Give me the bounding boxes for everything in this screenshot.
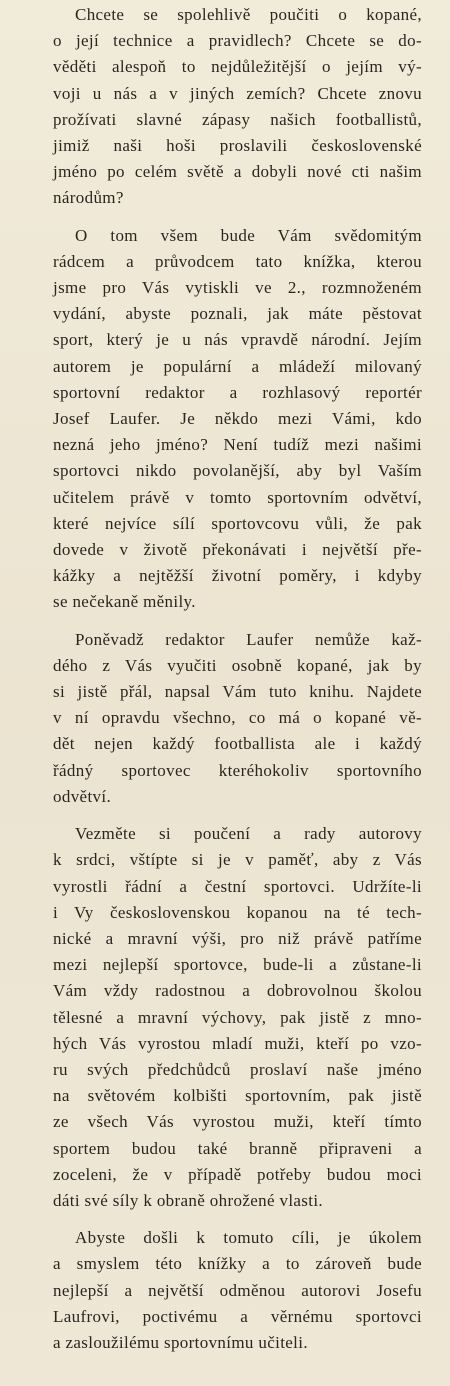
text-line: ru svých předchůdců proslaví naše jméno [53, 1059, 422, 1079]
text-line: rádcem a průvodcem tato knížka, kterou [53, 251, 422, 271]
text-line: a smyslem této knížky a to zároveň bude [53, 1254, 422, 1274]
text-line: národům? [53, 188, 124, 208]
text-line: řádný sportovec kteréhokoliv sportovního [53, 760, 422, 780]
text-line: učitelem právě v tomto sportovním odvětví, [53, 487, 422, 507]
text-line: jimiž naši hoši proslavili československé [53, 136, 422, 156]
text-line: nické a mravní výši, pro niž právě patříme [53, 928, 422, 948]
text-line: dovede v životě překonávati i největší pře- [53, 540, 422, 560]
paragraph [53, 223, 422, 616]
paragraph [53, 1225, 422, 1356]
text-line: které nejvíce sílí sportovcovu vůli, že pak [53, 513, 422, 533]
text-line: nezná jeho jméno? Není tudíž mezi našimi [53, 435, 422, 455]
text-line: Poněvadž redaktor Laufer nemůže kaž- [75, 629, 422, 649]
text-line: i Vy československou kopanou na té tech- [53, 902, 422, 922]
text-line: autorem je populární a mládeží milovaný [53, 356, 422, 376]
text-line: odvětví. [53, 786, 112, 806]
text-line: vydání, abyste poznali, jak máte pěstovat [53, 304, 422, 324]
text-line: dého z Vás vyučiti osobně kopané, jak by [53, 655, 422, 675]
text-line: voji u nás a v jiných zemích? Chcete znovu [53, 83, 422, 103]
text-line: jméno po celém světě a dobyli nové cti našim [53, 162, 422, 182]
text-line: nejlepší a největší odměnou autorovi Josefu [53, 1280, 422, 1300]
paragraph [53, 821, 422, 1214]
text-line: O tom všem bude Vám svědomitým [75, 225, 422, 245]
text-line: na světovém kolbišti sportovním, pak jistě [53, 1086, 422, 1106]
text-line: Abyste došli k tomuto cíli, je úkolem [75, 1228, 422, 1248]
text-line: si jistě přál, napsal Vám tuto knihu. Najdete [53, 682, 422, 702]
text-line: sportovní redaktor a rozhlasový reportér [53, 382, 422, 402]
text-line: Vezměte si poučení a rady autorovy [75, 824, 422, 844]
text-line: Josef Laufer. Je někdo mezi Vámi, kdo [53, 409, 422, 429]
text-line: o její technice a pravidlech? Chcete se do- [53, 31, 422, 51]
text-line: dět nejen každý footballista ale i každý [53, 734, 422, 754]
text-line: sportovci nikdo povolanější, aby byl Vaším [53, 461, 422, 481]
text-line: prožívati slavné zápasy našich footballistů, [53, 109, 422, 129]
text-line: a zasloužilému sportovnímu učiteli. [53, 1332, 308, 1352]
text-line: kážky a nejtěžší životní poměry, i kdyby [53, 566, 422, 586]
text-line: tělesné a mravní výchovy, pak jistě z mno- [53, 1007, 422, 1027]
text-line: věděti alespoň to nejdůležitější o jejím vý- [53, 57, 422, 77]
text-line: sportem budou také branně připraveni a [53, 1138, 422, 1158]
paragraph [53, 2, 422, 212]
text-line: hých Vás vyrostou mladí muži, kteří po vzo- [53, 1033, 422, 1053]
paragraph [53, 627, 422, 810]
body-text [53, 0, 422, 1356]
text-line: Laufrovi, poctivému a věrnému sportovci [53, 1306, 422, 1326]
text-line: zoceleni, že v případě potřeby budou moci [53, 1164, 422, 1184]
text-line: se nečekaně měnily. [53, 592, 196, 612]
text-line: ze všech Vás vyrostou muži, kteří tímto [53, 1112, 422, 1132]
text-line: sport, který je u nás vpravdě národní. Jejím [53, 330, 422, 350]
text-line: vyrostli řádní a čestní sportovci. Udržíte-li [53, 876, 422, 896]
text-line: v ní opravdu všechno, co má o kopané vě- [53, 708, 422, 728]
text-line: Chcete se spolehlivě poučiti o kopané, [75, 5, 422, 24]
text-line: jsme pro Vás vytiskli ve 2., rozmnoženém [53, 278, 422, 298]
text-line: mezi nejlepší sportovce, bude-li a zůstane-li [53, 955, 422, 975]
text-line: k srdci, vštípte si je v paměť, aby z Vás [53, 850, 422, 870]
text-line: dáti své síly k obraně ohrožené vlasti. [53, 1190, 323, 1210]
text-line: Vám vždy radostnou a dobrovolnou školou [53, 981, 422, 1001]
